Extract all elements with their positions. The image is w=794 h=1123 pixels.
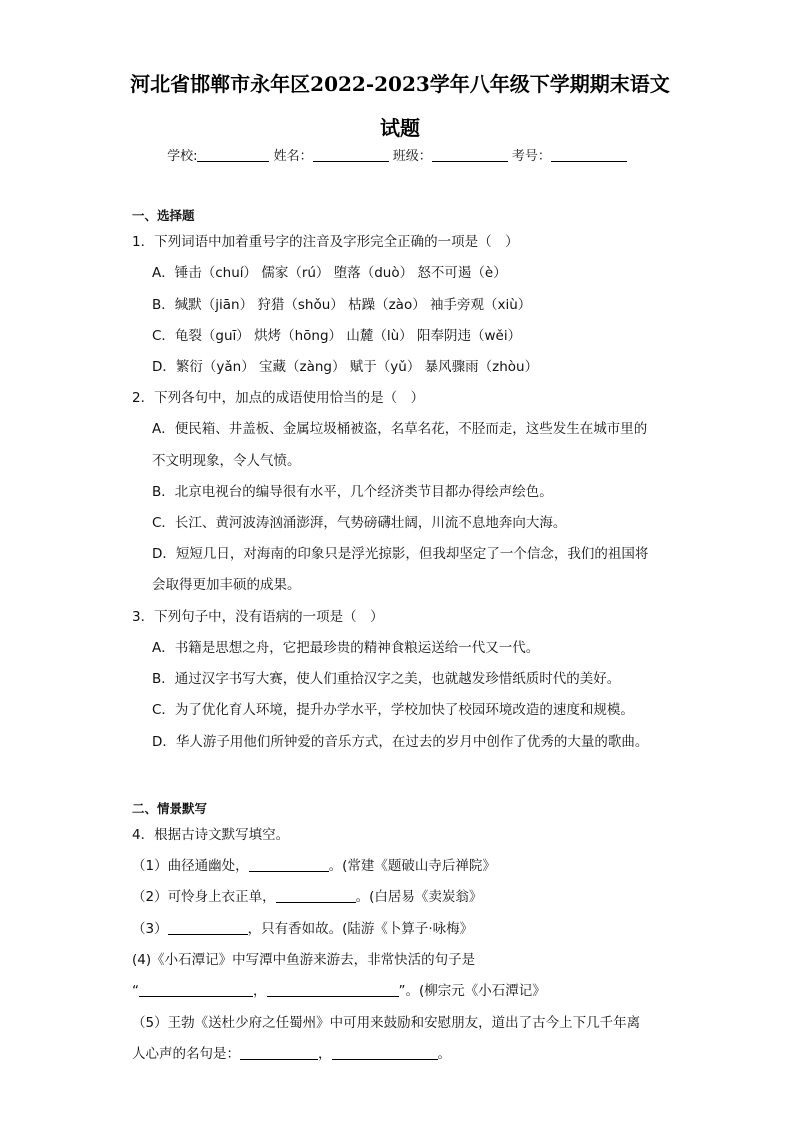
q1-a-2: 儒家（rú）	[261, 265, 330, 281]
q4-sub4-post: ”。(柳宗元《小石潭记》	[398, 983, 546, 999]
q4-sub2-post: 。(白居易《卖炭翁》	[355, 889, 483, 905]
q1-option-c	[152, 327, 521, 345]
q1-b-1: B．缄默（jiān）	[152, 297, 254, 313]
q4-sub2-pre: （2）可怜身上衣正单，	[132, 889, 276, 905]
q1-d-1: D．繁衍（yǎn）	[152, 359, 255, 375]
q1-d-2: 宝藏（zàng）	[259, 359, 346, 375]
q4-sub1-post: 。(常建《题破山寺后禅院》	[328, 858, 496, 874]
q1-c-3: 山麓（lù）	[346, 328, 413, 344]
q1-option-d	[152, 358, 538, 376]
q1-b-3: 枯躁（zào）	[348, 297, 426, 313]
q4-sub4-line1: (4)《小石潭记》中写潭中鱼游来游去，非常快活的句子是	[132, 952, 476, 968]
exam-title-line1: 河北省邯郸市永年区2022-2023学年八年级下学期期末语文	[130, 72, 670, 96]
q1-a-3: 堕落（duò）	[333, 265, 414, 281]
q1-a-4: 怒不可遏（è）	[417, 265, 507, 281]
q4-sub3-blank[interactable]	[168, 920, 248, 935]
q4-sub5-end: 。	[437, 1046, 451, 1062]
q4-sub1	[132, 857, 496, 875]
name-label: 姓名：	[273, 149, 313, 164]
q4-sub4-blank1[interactable]	[139, 982, 253, 997]
class-blank[interactable]	[432, 147, 508, 162]
q4-sub3-post: ，只有香如故。(陆游《卜算子·咏梅》	[247, 921, 474, 937]
number-blank[interactable]	[551, 147, 627, 162]
school-label: 学校:	[167, 149, 198, 164]
student-info-row	[0, 145, 794, 164]
q1-b-4: 袖手旁观（xiù）	[430, 297, 532, 313]
school-blank[interactable]	[197, 147, 269, 162]
exam-title-line2: 试题	[380, 116, 420, 140]
q3-option-b: B．通过汉字书写大赛，使人们重拾汉字之美，也就越发珍惜纸质时代的美好。	[152, 671, 621, 687]
number-label: 考号：	[511, 149, 551, 164]
q1-b-2: 狩猎（shǒu）	[257, 297, 344, 313]
q1-d-3: 赋于（yǔ）	[349, 359, 421, 375]
name-blank[interactable]	[313, 147, 389, 162]
q4-sub4-line2	[132, 982, 546, 1000]
q2-option-a-line1: A．便民箱、井盖板、金属垃圾桶被盗，名草名花，不胫而走，这些发生在城市里的	[152, 421, 648, 437]
q1-stem: 1．下列词语中加着重号字的注音及字形完全正确的一项是（ ）	[132, 234, 519, 250]
q1-option-a	[152, 264, 507, 282]
q2-option-a-line2: 不文明现象，令人气愤。	[152, 453, 301, 469]
q3-option-a: A．书籍是思想之舟，它把最珍贵的精神食粮运送给一代又一代。	[152, 640, 540, 656]
q1-c-2: 烘烤（hōng）	[254, 328, 343, 344]
q4-sub2	[132, 888, 482, 906]
q1-option-b	[152, 296, 531, 314]
q4-stem: 4．根据古诗文默写填空。	[132, 827, 290, 843]
q4-sub5-comma: ，	[318, 1046, 332, 1062]
q1-c-4: 阳奉阴违（wěi）	[416, 328, 522, 344]
section1-heading: 一、选择题	[132, 208, 195, 223]
q4-sub5-line1: （5）王勃《送杜少府之任蜀州》中可用来鼓励和安慰朋友，道出了古今上下几千年离	[132, 1015, 641, 1031]
q4-sub4-blank2[interactable]	[267, 982, 399, 997]
q1-d-4: 暴风骤雨（zhòu）	[424, 359, 539, 375]
q3-option-d: D．华人游子用他们所钟爱的音乐方式，在过去的岁月中创作了优秀的大量的歌曲。	[152, 734, 649, 750]
q2-stem: 2．下列各句中，加点的成语使用恰当的是（ ）	[132, 390, 425, 406]
q4-sub4-comma: ，	[253, 983, 267, 999]
q4-sub4-open: “	[132, 983, 139, 999]
q2-option-d-line1: D．短短几日，对海南的印象只是浮光掠影，但我却坚定了一个信念，我们的祖国将	[152, 546, 649, 562]
q4-sub2-blank[interactable]	[276, 888, 356, 903]
q4-sub5-line2	[132, 1045, 451, 1063]
q2-option-c: C．长江、黄河波涛汹涌澎湃，气势磅礴壮阔，川流不息地奔向大海。	[152, 515, 567, 531]
q4-sub5-blank2[interactable]	[332, 1045, 438, 1060]
class-label: 班级：	[392, 149, 432, 164]
q1-c-1: C．龟裂（guī）	[152, 328, 250, 344]
q4-sub3-pre: （3）	[132, 921, 168, 937]
q4-sub3	[132, 920, 473, 938]
q1-a-1: A．锤击（chuí）	[152, 265, 258, 281]
q3-option-c: C．为了优化育人环境，提升办学水平，学校加快了校园环境改造的速度和规模。	[152, 702, 634, 718]
q2-option-b: B．北京电视台的编导很有水平，几个经济类节目都办得绘声绘色。	[152, 484, 553, 500]
q3-stem: 3．下列句子中，没有语病的一项是（ ）	[132, 609, 384, 625]
section2-heading: 二、情景默写	[132, 801, 208, 816]
q4-sub1-blank[interactable]	[249, 857, 329, 872]
q4-sub5-pre: 人心声的名句是：	[132, 1046, 240, 1062]
q4-sub5-blank1[interactable]	[240, 1045, 318, 1060]
q4-sub1-pre: （1）曲径通幽处，	[132, 858, 249, 874]
q2-option-d-line2: 会取得更加丰硕的成果。	[152, 577, 301, 593]
